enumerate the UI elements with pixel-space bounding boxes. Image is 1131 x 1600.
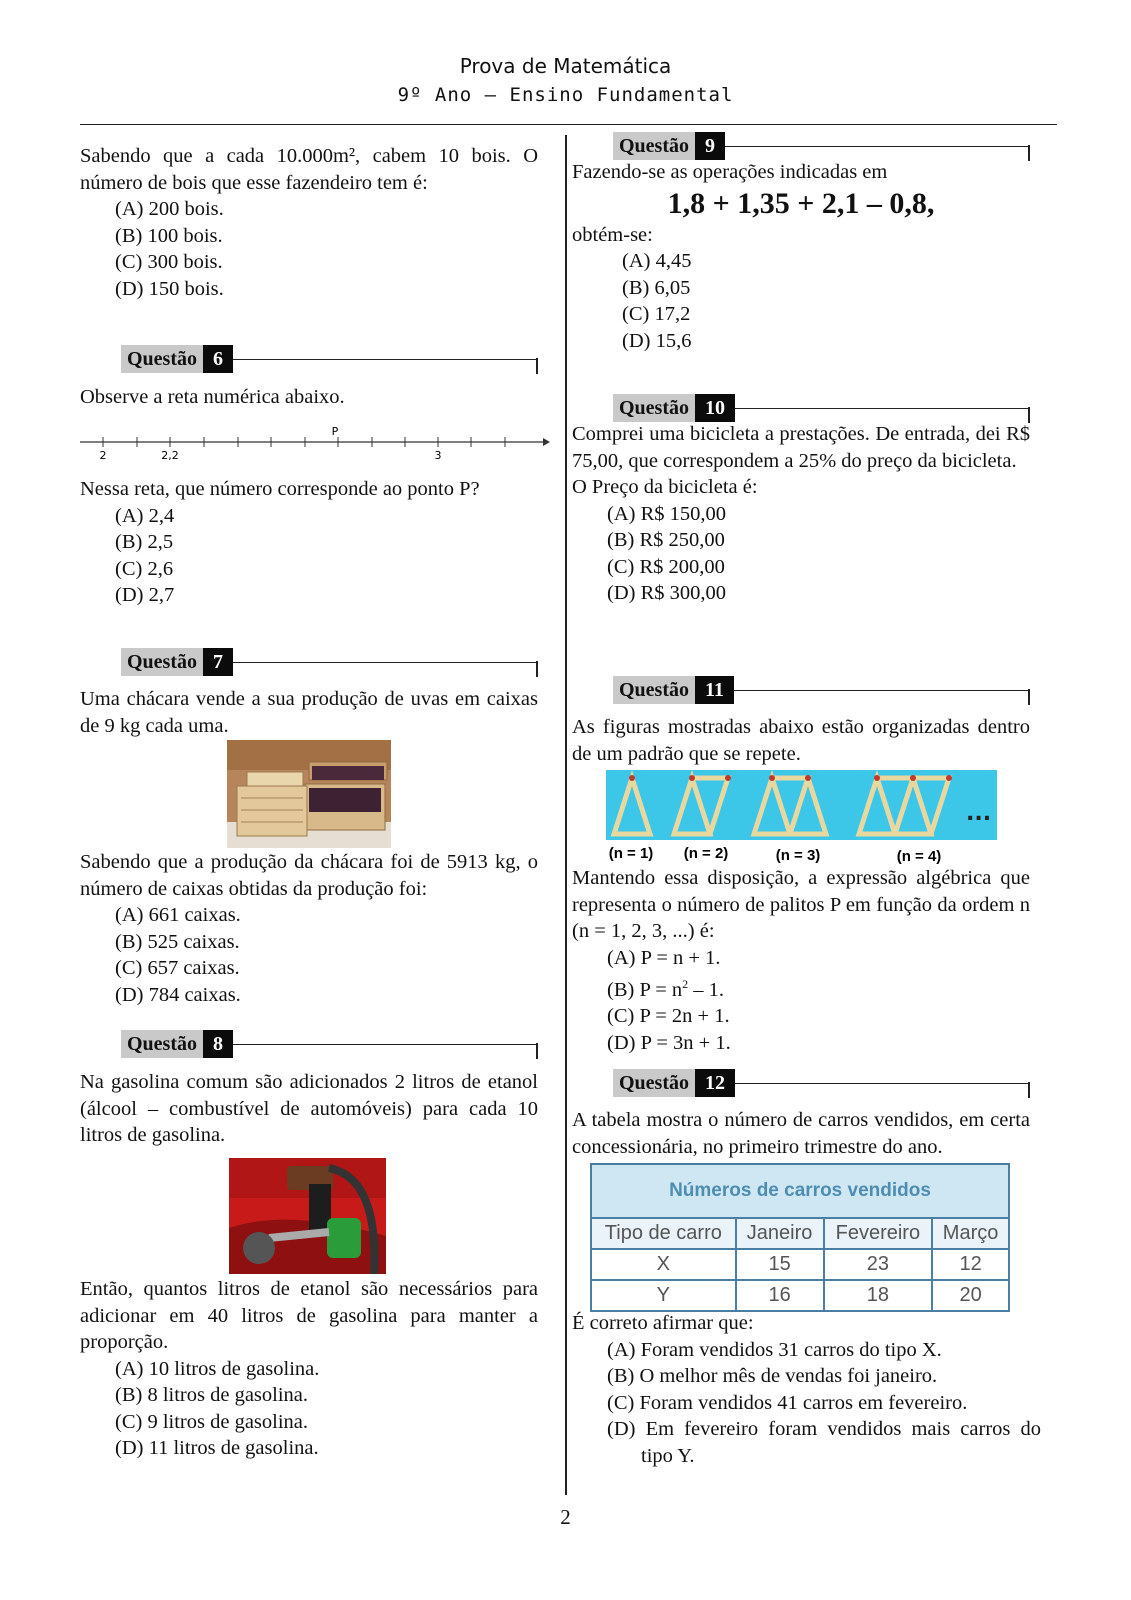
question-7-question bbox=[80, 849, 538, 1008]
question-8-header bbox=[121, 1030, 538, 1058]
question-12-header bbox=[613, 1069, 1030, 1097]
q12-option-c: (C) Foram vendidos 41 carros em fevereiro. bbox=[607, 1391, 968, 1414]
exam-subtitle: 9º Ano – Ensino Fundamental bbox=[397, 84, 734, 106]
q5-option-a: (A) 200 bois. bbox=[115, 198, 224, 220]
q11-label: Questão bbox=[613, 676, 695, 704]
table-cell: 18 bbox=[824, 1280, 933, 1311]
q7-option-b: (B) 525 caixas. bbox=[115, 930, 240, 953]
q6-label: Questão bbox=[121, 345, 203, 373]
q8-option-c: (C) 9 litros de gasolina. bbox=[115, 1410, 309, 1433]
figure-label-n2: (n = 2) bbox=[683, 845, 729, 862]
exam-title: Prova de Matemática bbox=[459, 54, 672, 78]
q9-option-a: (A) 4,45 bbox=[622, 250, 692, 272]
q11-intro: As figuras mostradas abaixo estão organizadas dentro de um padrão que se repete. bbox=[572, 716, 1030, 765]
q12-header-rule bbox=[735, 1083, 1030, 1084]
question-6-question bbox=[80, 476, 538, 609]
q6-question: Nessa reta, que número corresponde ao ponto P? bbox=[80, 478, 480, 500]
q9-number: 9 bbox=[695, 132, 725, 160]
q6-option-c: (C) 2,6 bbox=[115, 557, 174, 580]
table-cell: X bbox=[591, 1249, 736, 1280]
q10-number: 10 bbox=[695, 394, 735, 422]
q9-option-d: (D) 15,6 bbox=[622, 329, 692, 352]
q11-option-c: (C) P = 2n + 1. bbox=[607, 1005, 730, 1028]
q8-option-d: (D) 11 litros de gasolina. bbox=[115, 1437, 319, 1459]
q10-option-d: (D) R$ 300,00 bbox=[607, 582, 727, 604]
q8-header-rule bbox=[233, 1044, 538, 1045]
q7-option-a: (A) 661 caixas. bbox=[115, 904, 241, 926]
matchstick-pattern-figure bbox=[604, 770, 999, 865]
table-cell: 15 bbox=[736, 1249, 824, 1280]
question-11-body bbox=[572, 714, 1030, 767]
question-7-header bbox=[121, 648, 538, 676]
q12-option-b: (B) O melhor mês de vendas foi janeiro. bbox=[607, 1365, 938, 1387]
q8-options bbox=[115, 1356, 538, 1462]
header-cell: Janeiro bbox=[736, 1218, 824, 1249]
q11-option-a: (A) P = n + 1. bbox=[607, 946, 721, 969]
figure-label-n4: (n = 4) bbox=[896, 848, 942, 865]
q9-expression: 1,8 + 1,35 + 2,1 – 0,8, bbox=[667, 186, 935, 220]
figure-label-n3: (n = 3) bbox=[775, 847, 821, 864]
question-10-header bbox=[613, 394, 1030, 422]
column-divider bbox=[565, 135, 567, 1495]
q6-header-rule bbox=[233, 359, 538, 360]
car-sales-table bbox=[590, 1163, 1010, 1312]
q7-header-rule bbox=[233, 662, 538, 663]
q6-option-a: (A) 2,4 bbox=[115, 504, 175, 527]
q8-option-b: (B) 8 litros de gasolina. bbox=[115, 1384, 309, 1406]
tick-label-2-2: 2,2 bbox=[161, 449, 179, 462]
q6-options bbox=[115, 503, 538, 609]
table-cell: 16 bbox=[736, 1280, 824, 1311]
point-p-label: P bbox=[331, 425, 339, 438]
question-10-body bbox=[572, 421, 1030, 607]
pattern-ellipsis: ... bbox=[966, 801, 992, 826]
q7-intro: Uma chácara vende a sua produção de uvas em caixas de 9 kg cada uma. bbox=[80, 688, 538, 737]
question-6-header bbox=[121, 345, 538, 373]
number-line-arrow bbox=[543, 438, 550, 446]
table-cell: Y bbox=[591, 1280, 736, 1311]
q10-option-b: (B) R$ 250,00 bbox=[607, 529, 725, 551]
q11-number: 11 bbox=[695, 676, 734, 704]
table-cell: 20 bbox=[932, 1280, 1009, 1311]
table-cell: 12 bbox=[932, 1249, 1009, 1280]
figure-label-n1: (n = 1) bbox=[608, 845, 654, 862]
q9-label: Questão bbox=[613, 132, 695, 160]
q9-options bbox=[622, 248, 1030, 354]
header-cell: Março bbox=[932, 1218, 1009, 1249]
header-divider bbox=[80, 124, 1057, 125]
q6-option-b: (B) 2,5 bbox=[115, 531, 174, 553]
q10-label: Questão bbox=[613, 394, 695, 422]
q6-option-d: (D) 2,7 bbox=[115, 584, 175, 606]
q9-after: obtém-se: bbox=[572, 223, 653, 246]
header-cell: Fevereiro bbox=[824, 1218, 933, 1249]
q5-options bbox=[115, 196, 538, 302]
q11-header-rule bbox=[734, 690, 1030, 691]
q9-option-c: (C) 17,2 bbox=[622, 303, 691, 325]
table-row bbox=[591, 1249, 1009, 1280]
q12-option-a: (A) Foram vendidos 31 carros do tipo X. bbox=[607, 1338, 942, 1361]
question-12-body bbox=[572, 1107, 1030, 1160]
q7-label: Questão bbox=[121, 648, 203, 676]
q5-option-c: (C) 300 bois. bbox=[115, 251, 223, 273]
page-header bbox=[0, 52, 1131, 110]
table-cell: 23 bbox=[824, 1249, 933, 1280]
header-cell: Tipo de carro bbox=[591, 1218, 736, 1249]
table-caption: Números de carros vendidos bbox=[591, 1164, 1009, 1218]
q12-option-d: (D) Em fevereiro foram vendidos mais carros do tipo Y. bbox=[607, 1418, 1041, 1467]
q11-question: Mantendo essa disposição, a expressão algébrica que representa o número de palitos P em função da ordem n (n = 1, 2, 3, ...) é: bbox=[572, 867, 1030, 942]
q8-question: Então, quantos litros de etanol são necessários para adicionar em 40 litros de gasolina para manter a proporção. bbox=[80, 1278, 538, 1353]
q12-options bbox=[607, 1337, 1041, 1470]
q10-intro: Comprei uma bicicleta a prestações. De entrada, dei R$ 75,00, que correspondem a 25% do preço da bicicleta. bbox=[572, 423, 1030, 472]
q8-option-a: (A) 10 litros de gasolina. bbox=[115, 1357, 320, 1380]
q12-number: 12 bbox=[695, 1069, 735, 1097]
question-7-body bbox=[80, 686, 538, 739]
fuel-pump-image bbox=[229, 1158, 386, 1274]
tick-label-2: 2 bbox=[99, 449, 107, 462]
question-5-continuation bbox=[80, 143, 538, 302]
q5-option-d: (D) 150 bois. bbox=[115, 277, 224, 300]
q6-number: 6 bbox=[203, 345, 233, 373]
q6-intro: Observe a reta numérica abaixo. bbox=[80, 386, 345, 408]
table-header-row bbox=[591, 1218, 1009, 1249]
q7-question: Sabendo que a produção da chácara foi de 5913 kg, o número de caixas obtidas da produção foi: bbox=[80, 851, 538, 900]
q12-question: É correto afirmar que: bbox=[572, 1312, 754, 1334]
q12-label: Questão bbox=[613, 1069, 695, 1097]
question-9-header bbox=[613, 132, 1030, 160]
q10-option-a: (A) R$ 150,00 bbox=[607, 502, 727, 525]
q9-header-rule bbox=[725, 146, 1030, 147]
q10-question: O Preço da bicicleta é: bbox=[572, 476, 758, 498]
question-6-body bbox=[80, 384, 538, 411]
q8-label: Questão bbox=[121, 1030, 203, 1058]
q8-intro: Na gasolina comum são adicionados 2 litros de etanol (álcool – combustível de automóveis) para cada 10 litros de gasolina. bbox=[80, 1071, 538, 1146]
q7-option-d: (D) 784 caixas. bbox=[115, 983, 241, 1006]
q7-number: 7 bbox=[203, 648, 233, 676]
question-11-header bbox=[613, 676, 1030, 704]
q10-header-rule bbox=[735, 408, 1030, 409]
q10-options bbox=[607, 501, 1030, 607]
table-row bbox=[591, 1280, 1009, 1311]
q10-option-c: (C) R$ 200,00 bbox=[607, 555, 725, 578]
q5-text: Sabendo que a cada 10.000m², cabem 10 bois. O número de bois que esse fazendeiro tem é: bbox=[80, 145, 538, 194]
q7-options bbox=[115, 902, 538, 1008]
q5-option-b: (B) 100 bois. bbox=[115, 224, 223, 247]
q11-option-b: (B) $P = n^2 - 1$. bbox=[607, 977, 725, 1001]
number-line-figure bbox=[78, 422, 553, 467]
q9-intro: Fazendo-se as operações indicadas em bbox=[572, 161, 888, 183]
question-8-question bbox=[80, 1276, 538, 1462]
q8-number: 8 bbox=[203, 1030, 233, 1058]
q9-option-b: (B) 6,05 bbox=[622, 276, 691, 299]
q11-options bbox=[607, 945, 1030, 1057]
question-12-question bbox=[572, 1310, 1041, 1469]
q11-option-d: (D) P = 3n + 1. bbox=[607, 1031, 731, 1054]
page-number: 2 bbox=[560, 1505, 571, 1529]
tick-label-3: 3 bbox=[434, 449, 442, 462]
q12-intro: A tabela mostra o número de carros vendidos, em certa concessionária, no primeiro trimestre do ano. bbox=[572, 1109, 1030, 1158]
question-11-question bbox=[572, 865, 1030, 1056]
q7-option-c: (C) 657 caixas. bbox=[115, 957, 240, 979]
question-9-body bbox=[572, 159, 1030, 354]
question-8-body bbox=[80, 1069, 538, 1149]
grape-boxes-image bbox=[227, 740, 391, 848]
